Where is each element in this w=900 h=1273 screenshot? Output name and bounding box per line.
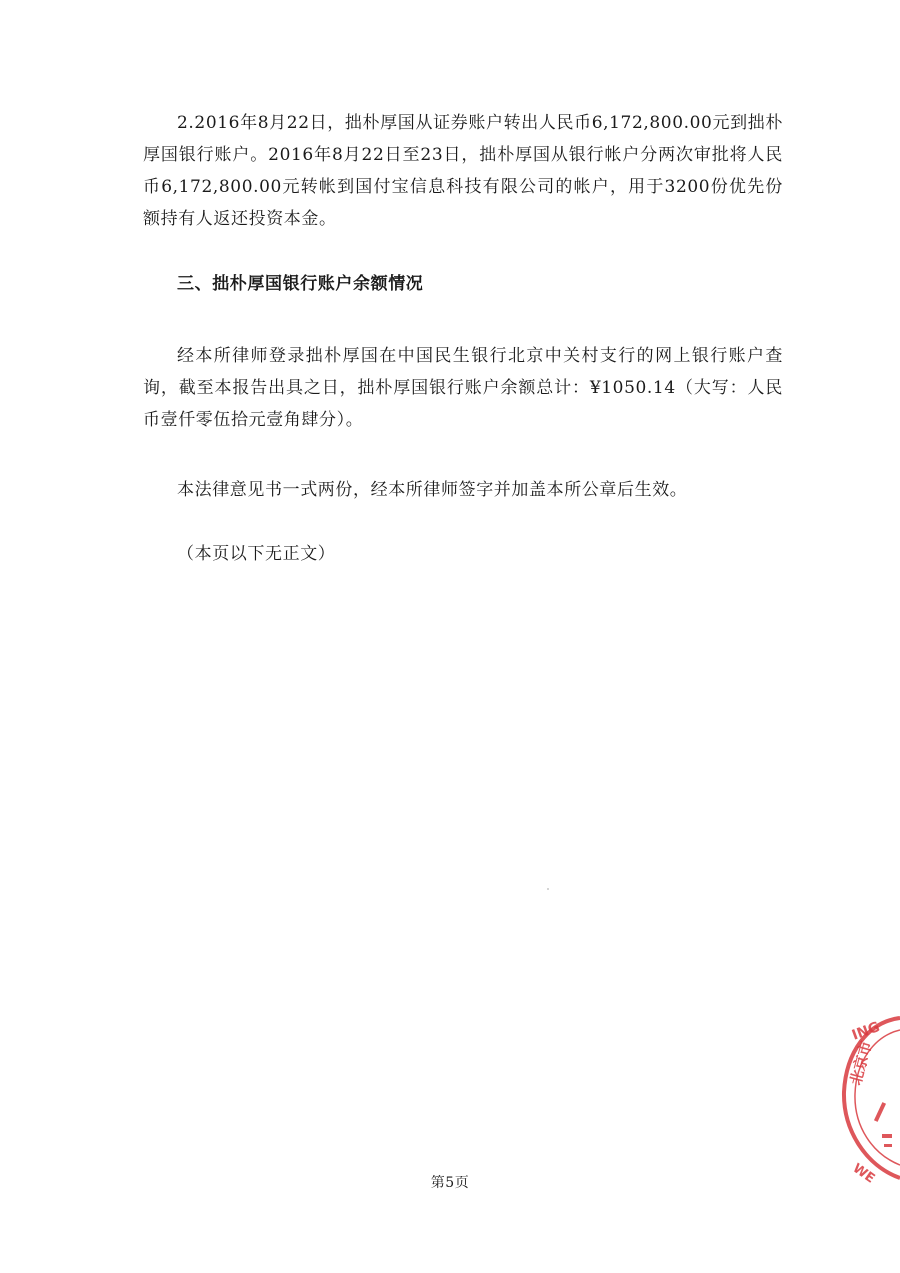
svg-text:WE: WE xyxy=(849,1160,878,1187)
scan-speck xyxy=(547,888,549,890)
paragraph-transfer-2016: 2.2016年8月22日，拙朴厚国从证券账户转出人民币6,172,800.00元到拙朴厚国银行账户。2016年8月22日至23日，拙朴厚国从银行帐户分两次审批将人民币6,172,800.00元转帐到国付宝信息科技有限公司的帐户，用于3200份优先份额持有人返还投资本金。 xyxy=(143,113,783,229)
official-seal-stamp xyxy=(838,1000,900,1200)
page-number: 第5页 xyxy=(430,1175,470,1191)
svg-text:ING: ING xyxy=(849,1019,883,1044)
section-heading-bank-balance: 三、拙朴厚国银行账户余额情况 xyxy=(177,274,424,294)
paragraph-bank-balance: 经本所律师登录拙朴厚国在中国民生银行北京中关村支行的网上银行账户查询，截至本报告出具之日，拙朴厚国银行账户余额总计：¥1050.14（大写：人民币壹仟零伍拾元壹角肆分）。 xyxy=(143,346,783,430)
seal-graphic xyxy=(838,1000,900,1200)
paragraph-no-text-below: （本页以下无正文） xyxy=(177,544,336,564)
paragraph-validity: 本法律意见书一式两份，经本所律师签字并加盖本所公章后生效。 xyxy=(177,480,688,500)
svg-text:北京市: 北京市 xyxy=(846,1038,876,1088)
